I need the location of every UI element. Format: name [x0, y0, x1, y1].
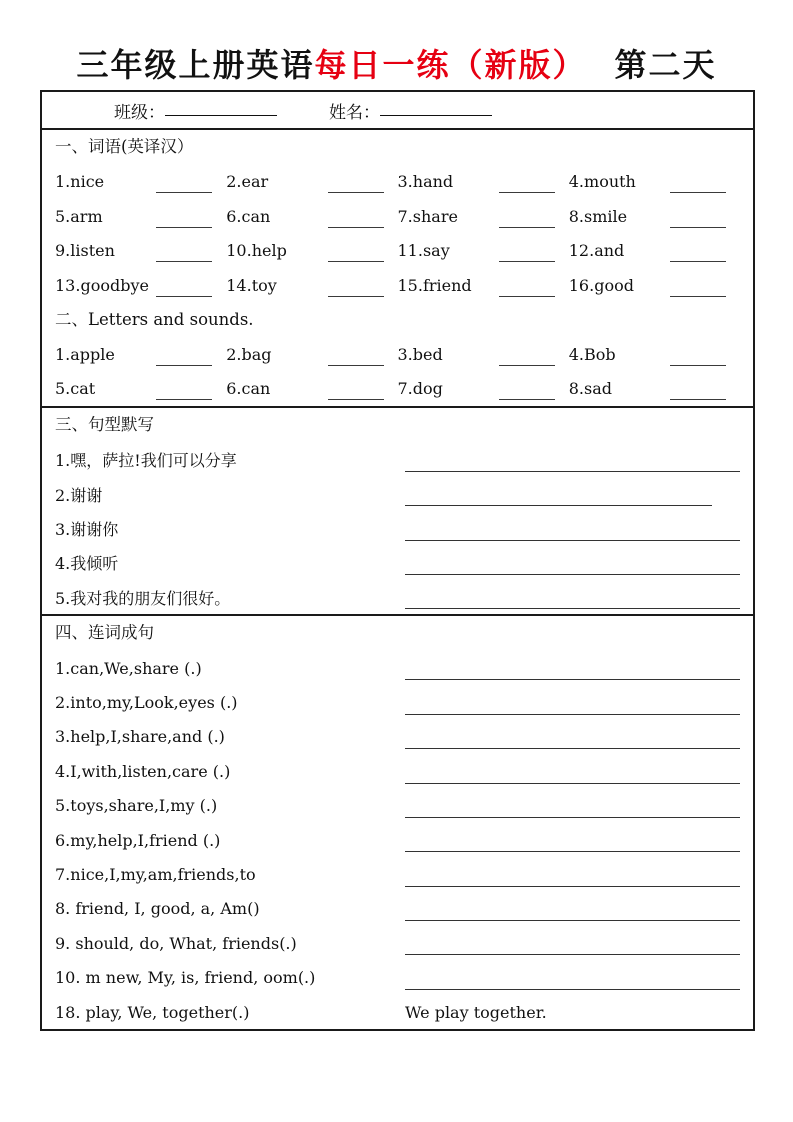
- blank-line: [499, 365, 555, 366]
- blank-line: [156, 399, 212, 400]
- word-label: 9.listen: [55, 241, 115, 261]
- answer-blank-line: [405, 471, 740, 472]
- word-label: 3.bed: [397, 344, 443, 364]
- rearrange-item: [55, 720, 740, 754]
- word-item: [569, 199, 740, 234]
- word-item: [398, 165, 569, 200]
- section2-heading: 二、Letters and sounds.: [55, 309, 254, 329]
- rearrange-prompt: 1.can,We,share (.): [55, 658, 202, 678]
- word-item: [55, 199, 226, 234]
- word-item: [55, 234, 226, 269]
- answer-blank-line: [405, 920, 740, 921]
- blank-line: [328, 296, 384, 297]
- section1-heading: 一、词语(英译汉）: [55, 137, 194, 156]
- blank-line: [156, 296, 212, 297]
- name-blank-line: [380, 115, 492, 116]
- word-label: 6.can: [226, 206, 271, 226]
- blank-line: [670, 365, 726, 366]
- word-label: 7.dog: [397, 379, 443, 399]
- word-label: 12.and: [568, 241, 625, 261]
- word-label: 8.sad: [568, 379, 613, 399]
- word-label: 13.goodbye: [55, 275, 149, 295]
- word-item: [398, 337, 569, 372]
- answer-blank-line: [405, 714, 740, 715]
- blank-line: [670, 261, 726, 262]
- word-item: [226, 337, 397, 372]
- word-item: [569, 234, 740, 269]
- word-label: 7.share: [397, 206, 458, 226]
- word-item: [569, 165, 740, 200]
- rearrange-item: [55, 960, 740, 994]
- blank-line: [156, 227, 212, 228]
- section2-word-grid: [55, 337, 740, 406]
- class-blank-line: [165, 115, 277, 116]
- section-sentence-dictation: [42, 408, 753, 614]
- rearrange-prompt: 3.help,I,share,and (.): [55, 727, 225, 747]
- word-item: [398, 199, 569, 234]
- dictation-prompt: 1.嘿，萨拉!我们可以分享: [55, 451, 237, 471]
- answer-blank-line: [405, 817, 740, 818]
- title-part-day: 第二天: [614, 46, 717, 84]
- answer-blank-line: [405, 505, 712, 506]
- rearrange-item: [55, 789, 740, 823]
- class-group: [114, 98, 277, 123]
- blank-line: [499, 261, 555, 262]
- word-item: [55, 268, 226, 303]
- rearrange-prompt: 9. should, do, What, friends(.): [55, 933, 297, 953]
- dictation-item: [55, 580, 740, 614]
- section-letters-sounds: [42, 303, 753, 407]
- blank-line: [499, 227, 555, 228]
- word-label: 5.cat: [55, 379, 96, 399]
- word-item: [398, 234, 569, 269]
- answer-blank-line: [405, 954, 740, 955]
- section1-word-grid: [55, 165, 740, 303]
- blank-line: [328, 227, 384, 228]
- rearrange-prompt: 5.toys,share,I,my (.): [55, 796, 218, 816]
- blank-line: [670, 227, 726, 228]
- dictation-item: [55, 546, 740, 580]
- worksheet-box: [40, 90, 755, 1031]
- rearrange-prompt: 18. play, We, together(.): [55, 1002, 250, 1022]
- word-item: [226, 234, 397, 269]
- rearrange-item: [55, 995, 740, 1029]
- word-label: 2.bag: [226, 344, 272, 364]
- rearrange-item: [55, 685, 740, 719]
- written-answer: We play together.: [405, 1002, 547, 1022]
- dictation-prompt: 3.谢谢你: [55, 519, 119, 539]
- rearrange-item: [55, 892, 740, 926]
- word-label: 6.can: [226, 379, 271, 399]
- rearrange-prompt: 8. friend, I, good, a, Am(): [55, 899, 260, 919]
- word-label: 10.help: [226, 241, 287, 261]
- answer-blank-line: [405, 783, 740, 784]
- answer-blank-line: [405, 540, 740, 541]
- rearrange-item: [55, 651, 740, 685]
- word-item: [226, 372, 397, 407]
- word-label: 5.arm: [55, 206, 103, 226]
- rearrange-prompt: 10. m new, My, is, friend, oom(.): [55, 968, 316, 988]
- word-item: [226, 268, 397, 303]
- word-label: 1.apple: [55, 344, 115, 364]
- section-sentence-building: [42, 616, 753, 1029]
- word-label: 1.nice: [55, 172, 105, 192]
- answer-blank-line: [405, 748, 740, 749]
- blank-line: [670, 399, 726, 400]
- blank-line: [156, 261, 212, 262]
- blank-line: [328, 192, 384, 193]
- answer-blank-line: [405, 886, 740, 887]
- title-part-grade: 三年级上册英语: [76, 46, 315, 84]
- dictation-item: [55, 511, 740, 545]
- dictation-prompt: 5.我对我的朋友们很好。: [55, 588, 231, 608]
- rearrange-prompt: 2.into,my,Look,eyes (.): [55, 693, 238, 713]
- word-item: [569, 372, 740, 407]
- dictation-prompt: 2.谢谢: [55, 485, 103, 505]
- rearrange-prompt: 4.I,with,listen,care (.): [55, 761, 231, 781]
- word-item: [569, 337, 740, 372]
- blank-line: [328, 365, 384, 366]
- answer-blank-line: [405, 851, 740, 852]
- word-label: 2.ear: [226, 172, 269, 192]
- word-label: 4.Bob: [568, 344, 616, 364]
- section4-heading: 四、连词成句: [55, 623, 154, 643]
- answer-blank-line: [405, 679, 740, 680]
- word-item: [55, 165, 226, 200]
- page-title: [0, 40, 793, 86]
- section3-heading: 三、句型默写: [55, 415, 154, 434]
- blank-line: [156, 192, 212, 193]
- dictation-item: [55, 443, 740, 477]
- blank-line: [499, 399, 555, 400]
- word-item: [226, 199, 397, 234]
- rearrange-prompt: 6.my,help,I,friend (.): [55, 830, 221, 850]
- word-label: 8.smile: [568, 206, 628, 226]
- rearrange-item: [55, 823, 740, 857]
- word-item: [398, 372, 569, 407]
- word-item: [569, 268, 740, 303]
- section-words: [42, 130, 753, 303]
- answer-blank-line: [405, 608, 740, 609]
- blank-line: [328, 399, 384, 400]
- rearrange-item: [55, 857, 740, 891]
- id-row: [42, 92, 753, 130]
- blank-line: [670, 296, 726, 297]
- answer-blank-line: [405, 989, 740, 990]
- dictation-prompt: 4.我倾听: [55, 554, 119, 574]
- answer-blank-line: [405, 574, 740, 575]
- name-label: 姓名：: [329, 102, 380, 123]
- rearrange-item: [55, 754, 740, 788]
- word-item: [55, 372, 226, 407]
- word-label: 11.say: [397, 241, 450, 261]
- word-label: 15.friend: [397, 275, 472, 295]
- rearrange-prompt: 7.nice,I,my,am,friends,to: [55, 864, 256, 884]
- word-label: 16.good: [568, 275, 634, 295]
- word-label: 3.hand: [397, 172, 454, 192]
- class-label: 班级：: [114, 102, 165, 123]
- blank-line: [328, 261, 384, 262]
- blank-line: [670, 192, 726, 193]
- word-label: 4.mouth: [568, 172, 636, 192]
- blank-line: [156, 365, 212, 366]
- name-group: [329, 98, 492, 123]
- word-item: [398, 268, 569, 303]
- title-part-practice: 每日一练（新版）: [314, 46, 587, 84]
- rearrange-item: [55, 926, 740, 960]
- blank-line: [499, 296, 555, 297]
- dictation-item: [55, 477, 740, 511]
- blank-line: [499, 192, 555, 193]
- word-item: [55, 337, 226, 372]
- word-item: [226, 165, 397, 200]
- word-label: 14.toy: [226, 275, 277, 295]
